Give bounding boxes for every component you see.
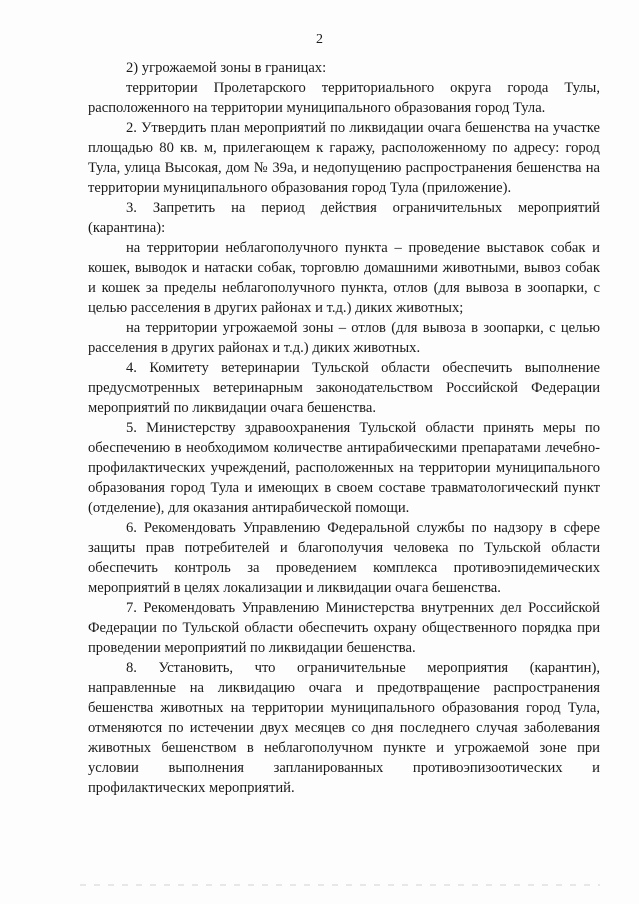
- paragraph-item-2: 2. Утвердить план мероприятий по ликвидации очага бешенства на участке площадью 80 кв. м, прилегающем к гаражу, расположенному по адресу: город Тула, улица Высокая, дом № 39а, и недопущению распространения бешенства на территории муниципального образования город Тула (приложение).: [88, 120, 600, 196]
- paragraph-item-3: 3. Запретить на период действия ограничительных мероприятий (карантина):: [88, 200, 600, 236]
- paragraph-item-3-threatened-zone: на территории угрожаемой зоны – отлов (для вывоза в зоопарки, с целью расселения в других районах и т.д.) диких животных.: [88, 320, 600, 356]
- paragraph-item-7: 7. Рекомендовать Управлению Министерства внутренних дел Российской Федерации по Тульской области обеспечить охрану общественного порядка при проведении мероприятий по ликвидации бешенства.: [88, 600, 600, 656]
- page-number: 2: [316, 32, 323, 47]
- scan-artifact: [80, 884, 600, 886]
- paragraph-item-4: 4. Комитету ветеринарии Тульской области обеспечить выполнение предусмотренных ветеринарным законодательством Российской Федерации мероприятий по ликвидации очага бешенства.: [88, 360, 600, 416]
- paragraph-item-3-unsafe-point: на территории неблагополучного пункта – проведение выставок собак и кошек, выводок и натаски собак, торговлю домашними животными, вывоз собак и кошек за пределы неблагополучного пункта, отлов (для вывоза в зоопарки, с целью расселения в других районах и т.д.) диких животных;: [88, 240, 600, 316]
- paragraph-territory: территории Пролетарского территориального округа города Тулы, расположенного на территории муниципального образования город Тула.: [88, 80, 600, 116]
- paragraph-item-6: 6. Рекомендовать Управлению Федеральной службы по надзору в сфере защиты прав потребителей и благополучия человека по Тульской области обеспечить контроль за проведением комплекса противоэпидемических мероприятий в целях локализации и ликвидации очага бешенства.: [88, 520, 600, 596]
- paragraph-threatened-zone: 2) угрожаемой зоны в границах:: [126, 60, 327, 76]
- paragraph-item-5: 5. Министерству здравоохранения Тульской области принять меры по обеспечению в необходимом количестве антирабическими препаратами лечебно-профилактических учреждений, расположенных на территории муниципального образования город Тула и имеющих в своем составе травматологический пункт (отделение), для оказания антирабической помощи.: [88, 420, 600, 516]
- document-body: [88, 58, 600, 798]
- paragraph-item-8: 8. Установить, что ограничительные мероприятия (карантин), направленные на ликвидацию очага и предотвращение распространения бешенства животных на территории муниципального образования город Тула, отменяются по истечении двух месяцев со дня последнего случая заболевания животных бешенством в неблагополучном пункте и угрожаемой зоне при условии выполнения запланированных противоэпизоотических и профилактических мероприятий.: [88, 660, 600, 796]
